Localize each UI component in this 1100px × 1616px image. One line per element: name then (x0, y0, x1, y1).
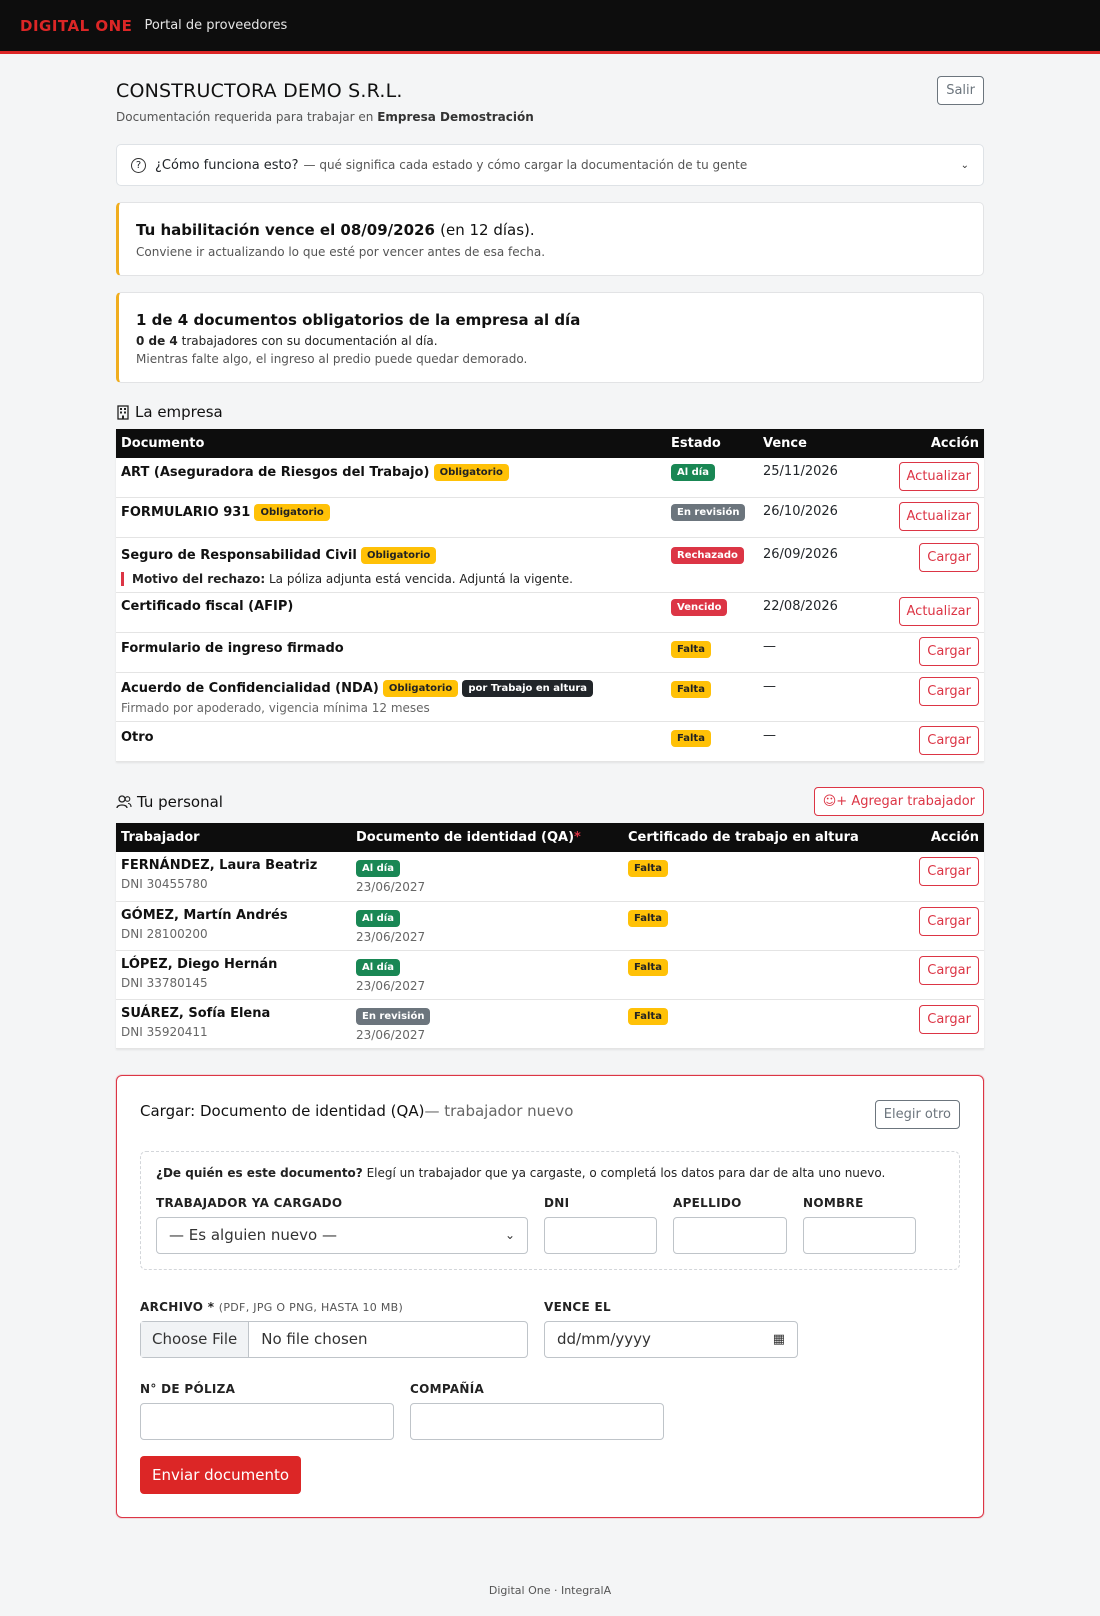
status-badge: Al día (356, 860, 400, 877)
due-date: — (758, 633, 858, 673)
page-header (116, 80, 984, 124)
update-button[interactable]: Actualizar (899, 462, 979, 491)
status-badge: Al día (356, 959, 400, 976)
choose-other-button[interactable]: Elegir otro (875, 1100, 960, 1129)
expiry-date-text: Tu habilitación vence el 08/09/2026 (136, 221, 435, 239)
col-due: Vence (758, 429, 858, 458)
doc-name: Acuerdo de Confidencialidad (NDA) (121, 681, 379, 696)
top-navbar (0, 0, 1100, 54)
calendar-icon: ▦ (772, 1331, 785, 1347)
company-subtitle: Documentación requerida para trabajar en Empresa Demostración (116, 110, 534, 124)
table-row (116, 722, 984, 762)
table-row (116, 633, 984, 673)
col-worker: Trabajador (116, 823, 351, 852)
doc-note: Firmado por apoderado, vigencia mínima 12 meses (121, 701, 430, 715)
firstname-field[interactable] (803, 1217, 916, 1254)
table-row (116, 673, 984, 722)
update-button[interactable]: Actualizar (899, 502, 979, 531)
file-input[interactable] (140, 1321, 528, 1358)
upload-button[interactable]: Cargar (919, 1005, 979, 1034)
help-description: — qué significa cada estado y cómo cargar la documentación de tu gente (303, 158, 748, 172)
doc-name: FORMULARIO 931 (121, 505, 251, 520)
worker-select[interactable]: — Es alguien nuevo — ⌄ (156, 1217, 528, 1254)
client-company: Empresa Demostración (377, 110, 534, 124)
col-action: Acción (894, 823, 984, 852)
update-button[interactable]: Actualizar (899, 597, 979, 626)
lastname-field[interactable] (673, 1217, 787, 1254)
building-icon (116, 405, 130, 420)
doc-name: Formulario de ingreso firmado (121, 641, 344, 656)
portal-subtitle: Portal de proveedores (144, 18, 288, 33)
upload-button[interactable]: Cargar (919, 907, 979, 936)
status-badge: Falta (628, 1008, 668, 1025)
status-badge: En revisión (671, 504, 745, 521)
docs-note: Mientras falte algo, el ingreso al predio puede quedar demorado. (136, 352, 528, 366)
file-status: No file chosen (261, 1330, 368, 1348)
status-badge: Falta (671, 681, 711, 698)
main-container (116, 80, 984, 1518)
due-date: 25/11/2026 (758, 458, 858, 498)
help-title: ¿Cómo funciona esto? (155, 157, 299, 173)
status-badge: Al día (671, 464, 715, 481)
expiry-days: (en 12 días). (440, 221, 535, 239)
required-badge: Obligatorio (383, 680, 458, 697)
dni-field[interactable] (544, 1217, 657, 1254)
table-row (116, 852, 984, 901)
upload-button[interactable]: Cargar (919, 956, 979, 985)
due-date: — (758, 722, 858, 762)
docs-summary: 1 de 4 documentos obligatorios de la empresa al día (136, 311, 581, 329)
chevron-down-icon[interactable]: ⌄ (960, 159, 969, 171)
brand-logo[interactable]: DIGITAL ONE (20, 16, 133, 35)
table-row (116, 901, 984, 950)
table-row (116, 538, 984, 593)
status-badge: Falta (628, 959, 668, 976)
required-badge: Obligatorio (254, 504, 329, 521)
worker-dni: DNI 28100200 (121, 926, 208, 941)
logout-button[interactable]: Salir (937, 76, 984, 105)
status-badge: Rechazado (671, 547, 744, 564)
staff-table (116, 823, 984, 1049)
docs-alert (116, 292, 984, 383)
worker-selection-box (140, 1151, 960, 1270)
policy-field[interactable] (140, 1403, 394, 1440)
policy-label: N° DE PÓLIZA (140, 1381, 236, 1396)
table-row (116, 950, 984, 999)
table-row (116, 458, 984, 498)
add-worker-button[interactable]: ☺+ Agregar trabajador (814, 787, 984, 816)
upload-button[interactable]: Cargar (919, 857, 979, 886)
lastname-label: APELLIDO (673, 1195, 742, 1210)
required-badge: Obligatorio (434, 464, 509, 481)
due-date: 26/10/2026 (758, 498, 858, 538)
worker-name: SUÁREZ, Sofía Elena (121, 1005, 271, 1021)
insurer-field[interactable] (410, 1403, 664, 1440)
help-accordion[interactable] (116, 144, 984, 186)
due-date-field[interactable]: dd/mm/yyyy ▦ (544, 1321, 798, 1358)
question-icon: ? (131, 158, 146, 173)
upload-form-card (116, 1075, 984, 1518)
due-label: VENCE EL (544, 1299, 611, 1314)
people-icon (116, 795, 132, 809)
expiry-note: Conviene ir actualizando lo que esté por vencer antes de esa fecha. (136, 245, 546, 259)
status-badge: Falta (628, 860, 668, 877)
required-badge: Obligatorio (361, 547, 436, 564)
worker-name: GÓMEZ, Martín Andrés (121, 907, 288, 923)
col-status: Estado (666, 429, 758, 458)
id-due-date: 23/06/2027 (356, 1027, 426, 1042)
company-docs-table (116, 429, 984, 762)
col-document: Documento (116, 429, 666, 458)
due-date: 26/09/2026 (758, 538, 858, 593)
worker-name: FERNÁNDEZ, Laura Beatriz (121, 858, 318, 873)
worker-name: LÓPEZ, Diego Hernán (121, 956, 278, 972)
page-footer: Digital One · IntegralA (488, 1584, 612, 1597)
upload-button[interactable]: Cargar (919, 543, 979, 572)
status-badge: Vencido (671, 599, 727, 616)
company-section-title: La empresa (116, 401, 984, 423)
choose-file-button[interactable]: Choose File (141, 1322, 249, 1357)
upload-button[interactable]: Cargar (919, 637, 979, 666)
status-badge: Falta (628, 910, 668, 927)
due-date: 22/08/2026 (758, 593, 858, 633)
doc-name: ART (Aseguradora de Riesgos del Trabajo) (121, 465, 430, 480)
expiry-alert (116, 202, 984, 276)
table-row (116, 498, 984, 538)
upload-button[interactable]: Cargar (919, 726, 979, 755)
table-row (116, 999, 984, 1048)
col-id-doc: Documento de identidad (QA)* (351, 823, 623, 852)
col-height-cert: Certificado de trabajo en altura (623, 823, 894, 852)
worker-dni: DNI 35920411 (121, 1024, 208, 1039)
upload-button[interactable]: Cargar (919, 677, 979, 706)
workers-summary: 0 de 4 trabajadores con su documentación al día. (136, 334, 438, 348)
table-row (116, 593, 984, 633)
worker-dni: DNI 30455780 (121, 877, 208, 891)
condition-badge: por Trabajo en altura (462, 680, 593, 697)
person-add-icon: ☺+ (822, 794, 848, 809)
status-badge: Falta (671, 641, 711, 658)
status-badge: Falta (671, 730, 711, 747)
doc-name: Certificado fiscal (AFIP) (121, 599, 294, 614)
chevron-down-icon: ⌄ (504, 1228, 515, 1242)
status-badge: Al día (356, 910, 400, 927)
submit-document-button[interactable]: Enviar documento (140, 1456, 301, 1494)
dni-label: DNI (544, 1195, 570, 1210)
file-label: ARCHIVO * (PDF, JPG O PNG, HASTA 10 MB) (140, 1299, 404, 1314)
due-date: — (758, 673, 858, 722)
worker-dni: DNI 33780145 (121, 975, 208, 990)
col-action: Acción (858, 429, 984, 458)
insurer-label: COMPAÑÍA (410, 1381, 485, 1396)
who-question: ¿De quién es este documento? Elegí un trabajador que ya cargaste, o completá los datos para dar de alta uno nuevo. (156, 1165, 886, 1180)
id-due-date: 23/06/2027 (356, 978, 426, 993)
worker-select-label: TRABAJADOR YA CARGADO (156, 1195, 343, 1210)
staff-section-title: Tu personal (116, 791, 223, 813)
id-due-date: 23/06/2027 (356, 880, 426, 894)
rejection-reason: Motivo del rechazo: La póliza adjunta está vencida. Adjuntá la vigente. (121, 572, 661, 586)
doc-name: Otro (121, 730, 154, 745)
firstname-label: NOMBRE (803, 1195, 864, 1210)
doc-name: Seguro de Responsabilidad Civil (121, 548, 357, 563)
form-title: Cargar: Documento de identidad (QA)— trabajador nuevo (140, 1101, 574, 1120)
status-badge: En revisión (356, 1008, 430, 1025)
company-name: CONSTRUCTORA DEMO S.R.L. (116, 80, 403, 102)
id-due-date: 23/06/2027 (356, 929, 426, 944)
